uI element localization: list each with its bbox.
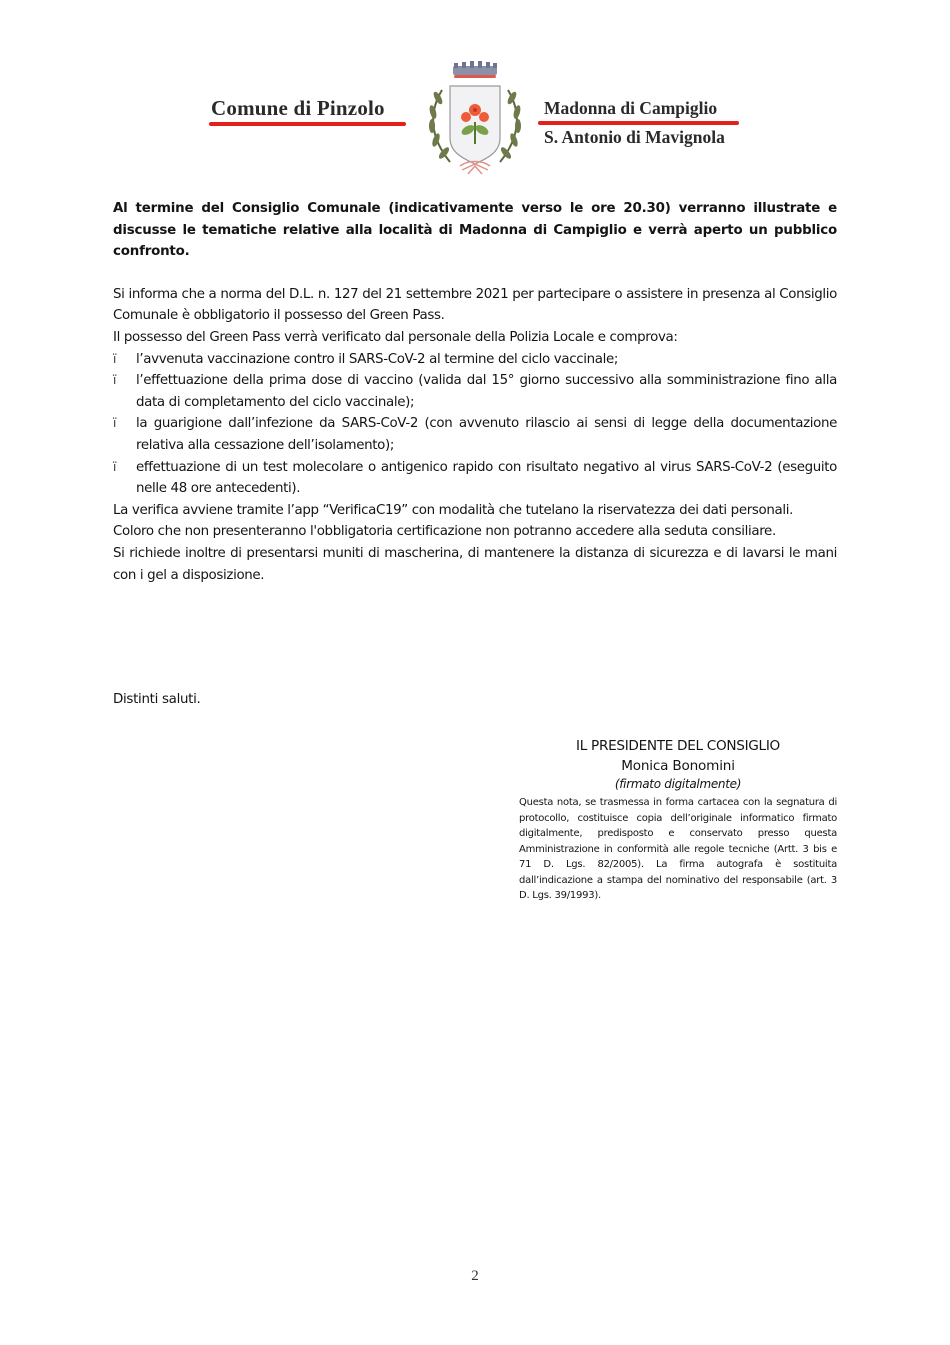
red-underline-right bbox=[538, 121, 739, 125]
safety-measures-paragraph: Si richiede inoltre di presentarsi muniti di mascherina, di mantenere la distanza di sicurezza e di lavarsi le mani con i gel a disposizione. bbox=[113, 545, 837, 583]
legal-notice: Questa nota, se trasmessa in forma cartacea con la segnatura di protocollo, costituisce copia dell’originale informatico firmato digitalmente, predisposto e conservato presso questa Amministrazione in conformità alle regole tecniche (Artt. 3 bis e 71 D. Lgs. 82/2005). La firma autografa è sostituita dall’indicazione a stampa del nominativo del responsabile (art. 3 D. Lgs. 39/1993). bbox=[519, 797, 837, 901]
digital-signature-note: (firmato digitalmente) bbox=[614, 777, 742, 791]
locality-s-antonio-di-mavignola: S. Antonio di Mavignola bbox=[544, 127, 725, 147]
list-item bbox=[113, 413, 837, 456]
green-pass-verification-paragraph: Il possesso del Green Pass verrà verificato dal personale della Polizia Locale e comprova: bbox=[113, 329, 678, 345]
letter-body bbox=[113, 198, 837, 586]
signature-block bbox=[519, 736, 837, 793]
bullet-icon: ï bbox=[113, 351, 116, 366]
bullet-icon: ï bbox=[113, 459, 116, 474]
list-item bbox=[113, 370, 837, 413]
signatory-name: Monica Bonomini bbox=[621, 758, 735, 774]
access-denied-paragraph: Coloro che non presenteranno l'obbligatoria certificazione non potranno accedere alla seduta consiliare. bbox=[113, 524, 776, 540]
municipal-crest-icon bbox=[420, 60, 530, 182]
municipality-name: Comune di Pinzolo bbox=[211, 96, 385, 120]
signatory-title: IL PRESIDENTE DEL CONSIGLIO bbox=[576, 738, 780, 754]
closing-salutation: Distinti saluti. bbox=[113, 692, 201, 707]
paragraph-spacer bbox=[113, 263, 837, 284]
locality-madonna-di-campiglio: Madonna di Campiglio bbox=[544, 98, 718, 118]
green-pass-requirement-paragraph: Si informa che a norma del D.L. n. 127 del 21 settembre 2021 per partecipare o assistere in presenza al Consiglio Comunale è obbligatorio il possesso del Green Pass. bbox=[113, 286, 837, 324]
list-item-text: effettuazione di un test molecolare o antigenico rapido con risultato negativo al virus SARS-CoV-2 (eseguito nelle 48 ore antecedenti). bbox=[136, 459, 837, 497]
list-item bbox=[113, 457, 837, 500]
bullet-icon: ï bbox=[113, 416, 116, 431]
intro-paragraph: Al termine del Consiglio Comunale (indicativamente verso le ore 20.30) verranno illustrate e discusse le tematiche relative alla località di Madonna di Campiglio e verrà aperto un pubblico confronto. bbox=[113, 201, 837, 260]
verification-app-paragraph: La verifica avviene tramite l’app “VerificaC19” con modalità che tutelano la riservatezza dei dati personali. bbox=[113, 502, 793, 518]
list-item-text: l’effettuazione della prima dose di vaccino (valida dal 15° giorno successivo alla somministrazione fino alla data di completamento del ciclo vaccinale); bbox=[136, 373, 837, 410]
list-item-text: la guarigione dall’infezione da SARS-CoV-2 (con avvenuto rilascio ai sensi di legge della documentazione relativa alla cessazione dell’isolamento); bbox=[136, 416, 837, 453]
letterhead bbox=[205, 60, 745, 180]
list-item bbox=[113, 349, 837, 371]
bullet-icon: ï bbox=[113, 373, 116, 388]
page-number: 2 bbox=[471, 1268, 479, 1284]
list-item-text: l’avvenuta vaccinazione contro il SARS-CoV-2 al termine del ciclo vaccinale; bbox=[136, 351, 619, 367]
ribbon-icon bbox=[460, 162, 490, 175]
crown-icon bbox=[453, 61, 497, 78]
red-underline-left bbox=[209, 122, 406, 126]
